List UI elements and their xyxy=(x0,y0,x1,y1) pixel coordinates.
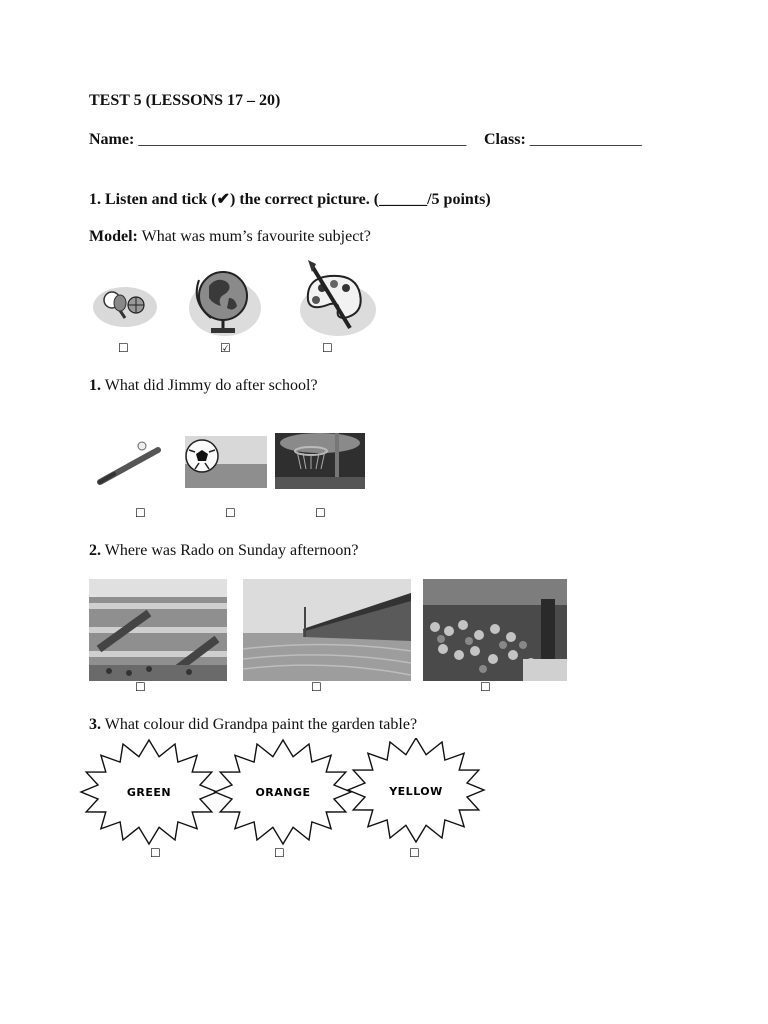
test-title: TEST 5 (LESSONS 17 – 20) xyxy=(89,92,281,109)
question-2 xyxy=(89,542,358,560)
question-2-number: 2. xyxy=(89,542,101,559)
name-line xyxy=(89,131,466,149)
name-blank[interactable]: _________________________________________ xyxy=(138,131,467,148)
football-photo xyxy=(185,436,267,488)
question-1-checkbox-1[interactable]: ☐ xyxy=(135,506,146,520)
class-line xyxy=(484,131,642,149)
tick-mark-icon: ✔ xyxy=(216,191,230,208)
instruction-prefix: 1. Listen and tick ( xyxy=(89,191,217,208)
question-1-checkbox-2[interactable]: ☐ xyxy=(225,506,236,520)
market-photo xyxy=(423,579,567,681)
class-blank[interactable]: ______________ xyxy=(529,131,642,148)
balls-icon xyxy=(90,275,160,333)
question-2-text: Where was Rado on Sunday afternoon? xyxy=(104,542,359,559)
model-label: Model: xyxy=(89,228,138,245)
model-question xyxy=(89,228,371,246)
instruction-suffix: ) the correct picture. (______/5 points) xyxy=(229,191,491,208)
shopping-mall-photo xyxy=(89,579,227,681)
name-label: Name: xyxy=(89,131,135,148)
question-1 xyxy=(89,377,318,395)
question-1-text: What did Jimmy do after school? xyxy=(104,377,318,394)
option-yellow-label: YELLOW xyxy=(389,785,443,798)
question-3-number: 3. xyxy=(89,716,101,733)
globe-icon xyxy=(185,258,263,338)
colour-options xyxy=(78,738,488,848)
question-2-checkbox-3[interactable]: ☐ xyxy=(480,680,491,694)
model-checkbox-2[interactable]: ☑ xyxy=(220,341,231,355)
question-3-checkbox-2[interactable]: ☐ xyxy=(274,846,285,860)
model-question-text: What was mum’s favourite subject? xyxy=(141,228,371,245)
basketball-hoop-photo xyxy=(275,433,365,489)
question-2-checkbox-2[interactable]: ☐ xyxy=(311,680,322,694)
stadium-photo xyxy=(243,579,411,681)
question-1-number: 1. xyxy=(89,377,101,394)
section-1-instruction xyxy=(89,189,491,209)
model-checkbox-3[interactable]: ☐ xyxy=(322,341,333,355)
class-label: Class: xyxy=(484,131,526,148)
question-2-checkbox-1[interactable]: ☐ xyxy=(135,680,146,694)
question-3 xyxy=(89,716,417,734)
question-1-checkbox-3[interactable]: ☐ xyxy=(315,506,326,520)
question-3-text: What colour did Grandpa paint the garden table? xyxy=(104,716,418,733)
palette-icon xyxy=(292,258,380,338)
baseball-bat-icon xyxy=(92,436,176,490)
model-checkbox-1[interactable]: ☐ xyxy=(118,341,129,355)
option-orange-label: ORANGE xyxy=(255,786,311,799)
question-3-checkbox-1[interactable]: ☐ xyxy=(150,846,161,860)
option-green-label: GREEN xyxy=(126,786,172,799)
question-3-checkbox-3[interactable]: ☐ xyxy=(409,846,420,860)
